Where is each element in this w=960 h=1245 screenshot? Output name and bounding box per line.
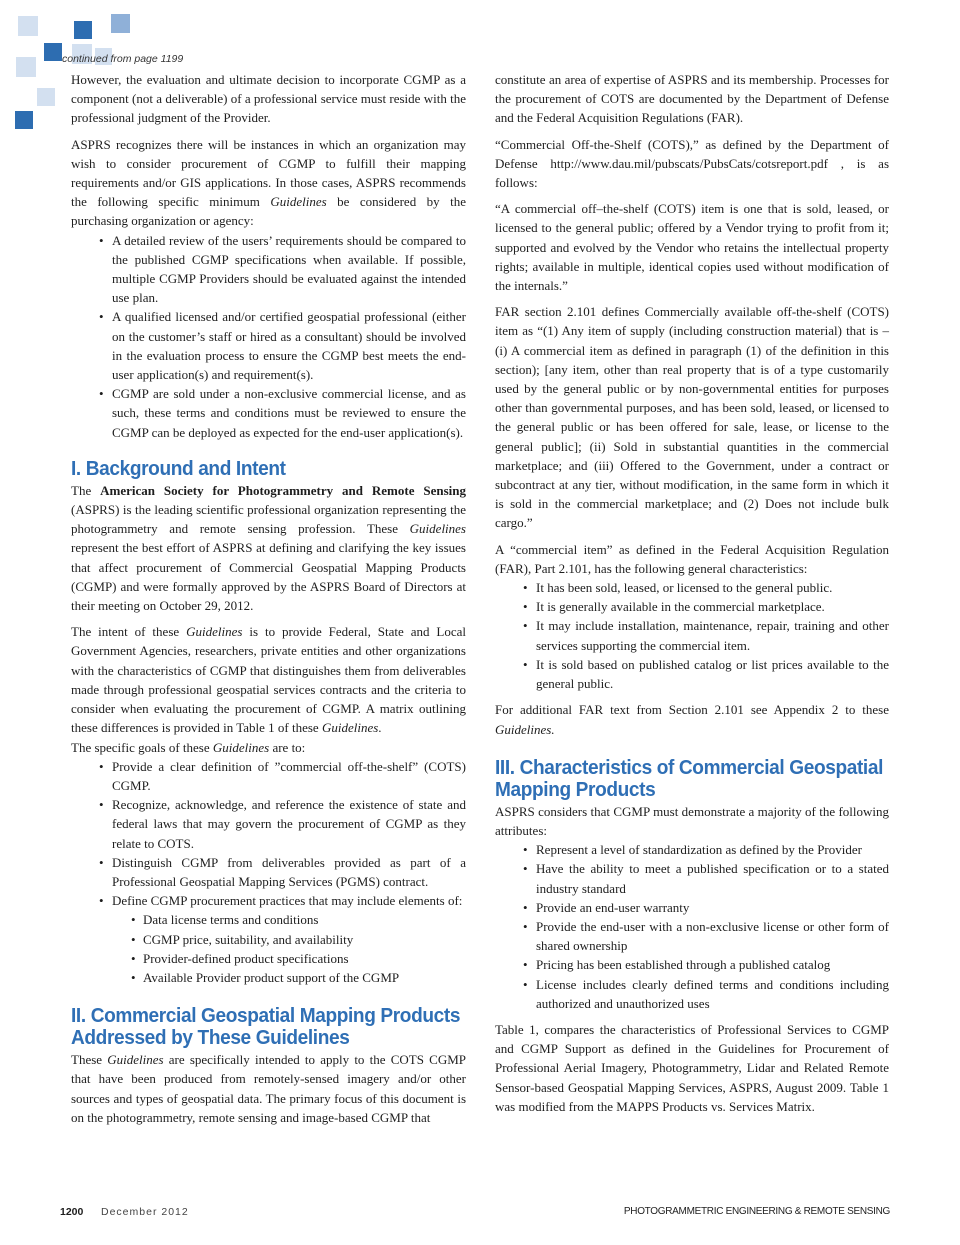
list-item: • Available Provider product support of the CGMP (71, 968, 466, 987)
decorative-square (18, 16, 38, 36)
list-item: • It may include installation, maintenance, repair, training and other services supporting the commercial item. (495, 616, 889, 654)
decorative-square (15, 111, 33, 129)
paragraph: “A commercial off–the-shelf (COTS) item is one that is sold, leased, or licensed to the general public; offered by a Vendor trying to profit from it; supported and evolved by the Vendor who retains the intellectual property rights; available in multiple, identical copies used without modification of the internals.” (495, 201, 889, 294)
paragraph: These Guidelines are specifically intended to apply to the COTS CGMP that have been produced from remotely-sensed imagery and/or other sources and types of geospatial data. The primary focus of this document is on the photogrammetry, remote sensing and image-based CGMP that (71, 1052, 466, 1125)
decorative-square (74, 21, 92, 39)
commercial-item-list (495, 578, 889, 693)
paragraph: FAR section 2.101 defines Commercially available off-the-shelf (COTS) item as “(1) Any item of supply (including construction material) that is – (i) A commercial item as defined in paragraph (1) of the definition in this section); [any item, other than real property that is of a type customarily used by the general public or by non-governmental entities for purposes other than governmental purposes, and has been sold, leased, or licensed to the general public or has been offered for sale, lease, or license to the general public]; (ii) Sold in substantial quantities in the commercial marketplace; and (iii) Offered to the Government, under a contract or subcontract at any tier, without modification, in the same form in which it is sold in the commercial marketplace; and (2) Does not include bulk cargo.” (495, 304, 889, 531)
left-column (71, 70, 466, 1134)
list-item: • Recognize, acknowledge, and reference the existence of state and federal laws that may govern the procurement of CGMP as they relate to COTS. (71, 795, 466, 853)
right-column (495, 70, 889, 1123)
list-item: • Data license terms and conditions (71, 910, 466, 929)
list-item: • Have the ability to meet a published specification or to a stated industry standard (495, 859, 889, 897)
continued-note: continued from page 1199 (62, 53, 184, 65)
list-item: • It is generally available in the commercial marketplace. (495, 597, 889, 616)
list-item: • Provider-defined product specifications (71, 949, 466, 968)
decorative-square (111, 14, 130, 33)
section-heading: II. Commercial Geospatial Mapping Products Addressed by These Guidelines (71, 1004, 461, 1050)
paragraph: A “commercial item” as defined in the Federal Acquisition Regulation (FAR), Part 2.101, has the following general characteristics: (495, 541, 889, 576)
section-heading: I. Background and Intent (71, 456, 286, 480)
list-item: • Distinguish CGMP from deliverables provided as part of a Professional Geospatial Mapping Services (PGMS) contract. (71, 853, 466, 891)
list-item: • License includes clearly defined terms and conditions including authorized and unauthorized uses (495, 975, 889, 1013)
list-item: • Pricing has been established through a published catalog (495, 955, 889, 974)
decorative-square (37, 88, 55, 106)
list-item: • Provide an end-user warranty (495, 898, 889, 917)
list-item: • A qualified licensed and/or certified geospatial professional (either on the customer’s staff or hired as a consultant) should be involved in the evaluation process to ensure the CGMP best meets the end-user application(s) and requirement(s). (71, 307, 466, 384)
journal-title: PHOTOGRAMMETRIC ENGINEERING & REMOTE SENSING (623, 1206, 890, 1217)
list-item: • It is sold based on published catalog or list prices available to the general public. (495, 655, 889, 693)
page-number: 1200 (60, 1206, 84, 1218)
list-item: • Represent a level of standardization as defined by the Provider (495, 840, 889, 859)
paragraph: The specific goals of these Guidelines are to: (71, 739, 306, 755)
decorative-square (44, 43, 62, 61)
paragraph: The intent of these Guidelines is to provide Federal, State and Local Government Agencies, researchers, private entities and other organizations with the characteristics of CGMP that distinguishes them from deliverables made through professional geospatial services contracts and the criteria to consider when evaluating the procurement of CGMP. A matrix outlining these differences is provided in Table 1 of these Guidelines. (71, 624, 467, 736)
paragraph: “Commercial Off-the-Shelf (COTS),” as defined by the Department of Defense http://www.dau.mil/pubscats/PubsCats/cotsreport.pdf , is as follows: (495, 136, 889, 191)
attributes-list (495, 840, 889, 1013)
list-item: • Provide the end-user with a non-exclusive license or other form of shared ownership (495, 917, 889, 955)
paragraph: ASPRS recognizes there will be instances in which an organization may wish to consider procurement of CGMP to fulfill their mapping requirements and/or GIS applications. In those cases, ASPRS recommends the following specific minimum Guidelines be considered by the purchasing organization or agency: (71, 136, 467, 229)
sub-goals-list (71, 910, 466, 987)
recommendation-list (71, 231, 466, 442)
paragraph: However, the evaluation and ultimate decision to incorporate CGMP as a component (not a deliverable) of a professional service must reside with the professional judgment of the Provider. (71, 72, 466, 126)
list-item: • CGMP are sold under a non-exclusive commercial license, and as such, these terms and conditions must be reviewed to ensure the CGMP can be deployed as expected for the end-user application(s). (71, 384, 466, 442)
issue-date: December 2012 (101, 1206, 189, 1218)
paragraph: constitute an area of expertise of ASPRS and its membership. Processes for the procurement of COTS are documented by the Department of Defense and the Federal Acquisition Regulations (FAR). (495, 72, 889, 126)
paragraph: Table 1, compares the characteristics of Professional Services to CGMP and CGMP Support as defined in the Guidelines for Procurement of Professional Aerial Imagery, Photogrammetry, Lidar and Related Remote Sensor-based Geospatial Mapping Services, ASPRS, August 2009. Table 1 was modified from the MAPPS Products vs. Services Matrix. (495, 1021, 889, 1114)
section-heading: III. Characteristics of Commercial Geospatial Mapping Products (495, 755, 884, 801)
list-item: • CGMP price, suitability, and availability (71, 930, 466, 949)
list-item: • A detailed review of the users’ requirements should be compared to the published CGMP specifications when available. If possible, multiple CGMP Providers should be evaluated against the intended use plan. (71, 231, 466, 308)
decorative-square (16, 57, 36, 77)
paragraph: For additional FAR text from Section 2.101 see Appendix 2 to these Guidelines. (495, 702, 889, 737)
paragraph: ASPRS considers that CGMP must demonstrate a majority of the following attributes: (495, 803, 889, 838)
list-item: • Provide a clear definition of ”commercial off-the-shelf” (COTS) CGMP. (71, 757, 466, 795)
list-item: • It has been sold, leased, or licensed to the general public. (495, 578, 889, 597)
paragraph: The American Society for Photogrammetry and Remote Sensing (ASPRS) is the leading scientific professional organization representing the photogrammetry and remote sensing profession. These Guidelines represent the best effort of ASPRS at defining and clarifying the key issues that affect procurement of Commercial Geospatial Mapping Products (CGMP) and were formally approved by the ASPRS Board of Directors at their meeting on October 29, 2012. (71, 482, 467, 614)
goals-list (71, 757, 466, 911)
list-item: • Define CGMP procurement practices that may include elements of: (71, 891, 466, 910)
